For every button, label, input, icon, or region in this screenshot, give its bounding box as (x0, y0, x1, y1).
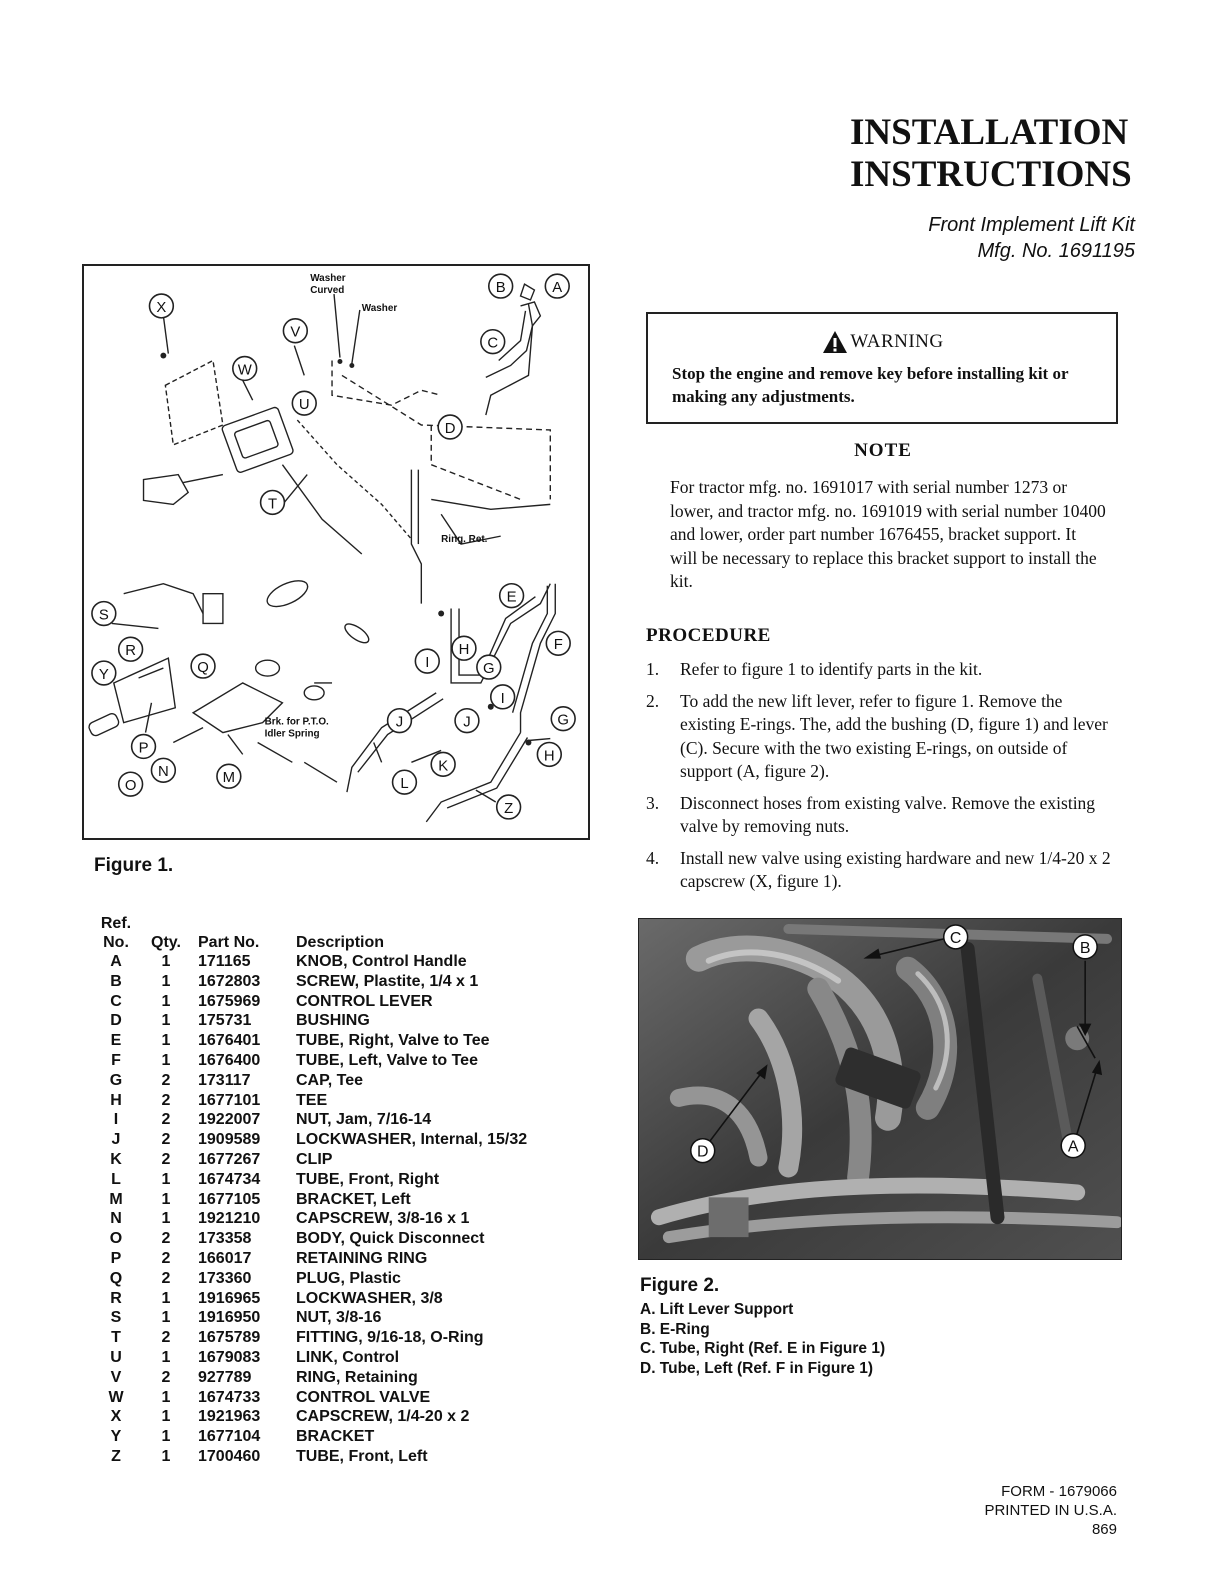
label-washer-curved-2: Curved (310, 285, 345, 297)
part-number-cell: 1674734 (198, 1170, 261, 1188)
ref-cell: D (110, 1012, 122, 1030)
legend-item: A. Lift Lever Support (640, 1301, 794, 1318)
parts-table (92, 912, 572, 1467)
description-cell: CAPSCREW, 3/8-16 x 1 (296, 1210, 470, 1228)
part-number-cell: 173360 (198, 1269, 252, 1287)
print-code: 869 (1091, 1521, 1117, 1538)
engine-photo (639, 919, 1121, 1259)
part-number-cell: 1922007 (198, 1111, 261, 1129)
svg-text:S: S (98, 607, 109, 624)
ref-cell: G (109, 1071, 123, 1089)
figure-2-caption: Figure 2. (640, 1275, 720, 1296)
table-row (92, 1229, 572, 1249)
callout-g-1 (477, 655, 501, 679)
svg-text:G: G (557, 712, 569, 729)
description-cell: CONTROL VALVE (296, 1388, 431, 1406)
part-number-cell: 1677267 (198, 1150, 261, 1168)
ref-cell: Z (111, 1447, 121, 1465)
lift-lever-shape (486, 302, 541, 415)
table-row (92, 1447, 572, 1467)
svg-text:B: B (1079, 939, 1091, 957)
callout-t (261, 490, 285, 514)
svg-text:J: J (463, 714, 471, 731)
ref-cell: Y (110, 1428, 122, 1446)
table-row (92, 1427, 572, 1447)
part-number-cell: 173358 (198, 1230, 252, 1248)
legend-item: B. E-Ring (640, 1320, 710, 1338)
table-row (92, 1011, 572, 1031)
description-cell: BRACKET (296, 1428, 375, 1446)
ref-cell: E (110, 1032, 122, 1050)
part-number-cell: 1909589 (198, 1131, 261, 1149)
photo-callout-c (944, 925, 968, 949)
knob-shape (521, 284, 535, 300)
header-description: Description (296, 934, 385, 951)
description-cell: CAPSCREW, 1/4-20 x 2 (296, 1408, 470, 1426)
svg-text:B: B (495, 280, 506, 297)
note-title: NOTE (854, 440, 912, 461)
part-number-cell: 1674733 (198, 1388, 261, 1406)
part-number-cell: 1921963 (198, 1408, 261, 1426)
step-text: Refer to figure 1 to identify parts in the kit. (680, 659, 983, 679)
callout-i-2 (491, 685, 515, 709)
ref-cell: Q (109, 1269, 123, 1287)
qty-cell: 2 (161, 1091, 171, 1109)
callout-m (217, 764, 241, 788)
callout-h-1 (452, 636, 476, 660)
document-subtitle (928, 212, 1135, 264)
label-washer-curved-1: Washer (310, 273, 346, 285)
part-number-cell: 1921210 (198, 1210, 261, 1228)
callout-w (233, 357, 257, 381)
svg-text:K: K (438, 758, 449, 775)
procedure-step (646, 658, 1122, 682)
exploded-parts-diagram (84, 266, 588, 838)
qty-cell: 1 (161, 953, 171, 970)
part-number-cell: 166017 (198, 1249, 252, 1267)
ref-cell: K (110, 1150, 122, 1168)
table-row (92, 1150, 572, 1170)
table-row (92, 1368, 572, 1388)
callout-n (151, 758, 175, 782)
ref-cell: I (113, 1111, 119, 1129)
figure-1-caption: Figure 1. (94, 855, 174, 876)
svg-text:Y: Y (98, 666, 109, 683)
description-cell: TUBE, Left, Valve to Tee (296, 1051, 478, 1069)
part-number-cell: 1677101 (198, 1091, 261, 1109)
ref-cell: H (110, 1091, 122, 1109)
callout-c (481, 330, 505, 354)
title-line-2: INSTRUCTIONS (850, 154, 1132, 195)
procedure-step (646, 792, 1122, 839)
step-text: Install new valve using existing hardware and new 1/4-20 x 2 capscrew (X, figure 1). (680, 847, 1111, 891)
qty-cell: 2 (161, 1111, 171, 1129)
qty-cell: 1 (161, 1428, 171, 1446)
qty-cell: 1 (161, 1012, 171, 1030)
svg-text:H: H (458, 642, 470, 659)
svg-text:A: A (552, 280, 563, 297)
header-ref: Ref. No. (100, 915, 132, 951)
qty-cell: 2 (161, 1249, 171, 1267)
ref-cell: O (109, 1230, 123, 1248)
svg-text:U: U (298, 397, 310, 414)
part-number-cell: 173117 (198, 1071, 251, 1089)
table-row (92, 952, 572, 972)
part-number-cell: 1677104 (198, 1428, 261, 1446)
qty-cell: 2 (161, 1230, 171, 1248)
header-qty: Qty. (151, 934, 181, 951)
part-number-cell: 1676401 (198, 1032, 261, 1050)
label-ring-ret: Ring. Ret. (441, 534, 488, 546)
description-cell: RING, Retaining (296, 1368, 418, 1386)
ref-cell: B (110, 972, 122, 990)
qty-cell: 1 (161, 1289, 171, 1307)
callout-k (431, 752, 455, 776)
step-text: To add the new lift lever, refer to figure 1. Remove the existing E-rings. The, add the bushing (D, figure 1) and lever (C). Secure with the two existing E-rings, on outside of support (A, figure 2). (680, 690, 1108, 781)
ref-cell: R (110, 1289, 122, 1307)
description-cell: NUT, Jam, 7/16-14 (296, 1111, 432, 1129)
svg-text:W: W (237, 362, 252, 379)
svg-text:I: I (500, 690, 505, 707)
part-number-cell: 1916950 (198, 1309, 261, 1327)
procedure-steps (646, 658, 1122, 902)
photo-callout-a (1061, 1134, 1085, 1158)
part-number-cell: 1677105 (198, 1190, 261, 1208)
table-row (92, 1209, 572, 1229)
tube-l-shape (347, 693, 436, 792)
callout-e (500, 584, 524, 608)
ref-cell: A (110, 953, 122, 970)
qty-cell: 1 (161, 1170, 171, 1188)
table-row (92, 1289, 572, 1309)
ref-cell: U (110, 1348, 122, 1366)
table-row (92, 1190, 572, 1210)
description-cell: KNOB, Control Handle (296, 953, 467, 970)
parts-table-header (92, 912, 572, 952)
mfg-number: Mfg. No. 1691195 (977, 240, 1135, 262)
table-row (92, 1388, 572, 1408)
qty-cell: 1 (161, 972, 171, 990)
ref-cell: F (111, 1051, 121, 1069)
table-row (92, 1130, 572, 1150)
description-cell: TUBE, Front, Right (296, 1170, 440, 1188)
ref-cell: W (108, 1388, 124, 1406)
step-text: Disconnect hoses from existing valve. Remove the existing valve by removing nuts. (680, 792, 1096, 836)
table-row (92, 1051, 572, 1071)
ref-cell: C (110, 992, 122, 1010)
qty-cell: 1 (161, 1408, 171, 1426)
figure-2-photo (638, 918, 1122, 1260)
warning-triangle-icon (822, 330, 848, 354)
description-cell: BODY, Quick Disconnect (296, 1230, 485, 1248)
callout-z (497, 795, 521, 819)
qty-cell: 2 (161, 1269, 171, 1287)
legend-item: D. Tube, Left (Ref. F in Figure 1) (640, 1359, 874, 1377)
qty-cell: 2 (161, 1071, 171, 1089)
part-number-cell: 1679083 (198, 1348, 261, 1366)
step-number: 4. (646, 847, 660, 868)
svg-text:I: I (425, 655, 430, 672)
title-line-1: INSTALLATION (850, 112, 1129, 153)
description-cell: LOCKWASHER, Internal, 15/32 (296, 1131, 528, 1149)
table-row (92, 1348, 572, 1368)
callout-s (92, 602, 116, 626)
callout-d (438, 415, 462, 439)
step-number: 1. (646, 659, 660, 679)
svg-text:D: D (444, 420, 456, 437)
label-bracket-pto-2: Idler Spring (264, 728, 320, 740)
description-cell: RETAINING RING (296, 1249, 428, 1267)
form-number: FORM - 1679066 (1001, 1483, 1117, 1500)
qty-cell: 2 (161, 1150, 171, 1168)
callout-q (191, 654, 215, 678)
description-cell: FITTING, 9/16-18, O-Ring (296, 1329, 484, 1347)
description-cell: LOCKWASHER, 3/8 (296, 1289, 443, 1307)
bracket-y-shape (114, 658, 176, 722)
qty-cell: 1 (161, 1309, 171, 1327)
table-row (92, 1407, 572, 1427)
callout-a (545, 274, 569, 298)
svg-text:R: R (125, 643, 137, 660)
header-part-no: Part No. (198, 934, 260, 951)
table-row (92, 1091, 572, 1111)
document-title (850, 112, 1170, 196)
ref-cell: T (111, 1329, 121, 1347)
svg-text:Q: Q (197, 660, 209, 677)
printed-in: PRINTED IN U.S.A. (984, 1502, 1117, 1519)
warning-title: WARNING (850, 331, 944, 352)
warning-box (646, 312, 1118, 424)
description-cell: TUBE, Front, Left (296, 1447, 428, 1465)
svg-text:X: X (156, 299, 167, 316)
photo-callout-b (1073, 935, 1097, 959)
qty-cell: 2 (161, 1131, 171, 1149)
table-row (92, 1031, 572, 1051)
callout-l (393, 770, 417, 794)
callout-u (292, 391, 316, 415)
legend-item: C. Tube, Right (Ref. E in Figure 1) (640, 1340, 886, 1357)
svg-text:V: V (290, 324, 301, 341)
table-row (92, 992, 572, 1012)
callout-f (546, 631, 570, 655)
callout-r (119, 637, 143, 661)
svg-text:N: N (157, 764, 169, 781)
procedure-step (646, 690, 1122, 784)
svg-text:E: E (506, 589, 517, 606)
svg-text:P: P (138, 740, 149, 757)
callout-b (489, 274, 513, 298)
table-row (92, 1110, 572, 1130)
description-cell: BUSHING (296, 1012, 370, 1030)
svg-text:Z: Z (504, 800, 514, 817)
callout-h-2 (537, 742, 561, 766)
quick-disconnect-shape (87, 712, 120, 737)
callout-j-1 (388, 709, 412, 733)
qty-cell: 2 (161, 1329, 171, 1347)
part-number-cell: 1672803 (198, 972, 261, 990)
table-row (92, 1170, 572, 1190)
part-number-cell: 175731 (198, 1012, 252, 1030)
callout-j-2 (455, 709, 479, 733)
qty-cell: 1 (161, 1388, 171, 1406)
table-row (92, 1269, 572, 1289)
table-row (92, 1308, 572, 1328)
callout-i-1 (415, 649, 439, 673)
photo-callout-d (691, 1139, 715, 1163)
note-text: For tractor mfg. no. 1691017 with serial number 1273 or lower, and tractor mfg. no. 1691019 with serial number 10400 and lower, order part number 1676455, bracket support. It will be necessary to replace this bracket support to install the kit. (670, 477, 1106, 591)
svg-text:C: C (949, 929, 962, 947)
part-number-cell: 1700460 (198, 1447, 261, 1465)
table-row (92, 1328, 572, 1348)
callout-o (119, 772, 143, 796)
kit-name: Front Implement Lift Kit (928, 214, 1135, 236)
part-number-cell: 171165 (198, 953, 251, 970)
svg-text:J: J (395, 714, 404, 731)
callout-g-2 (551, 707, 575, 731)
description-cell: BRACKET, Left (296, 1190, 411, 1208)
step-number: 2. (646, 690, 660, 711)
step-number: 3. (646, 792, 660, 813)
table-row (92, 1249, 572, 1269)
control-valve-shape (221, 406, 294, 473)
warning-text: Stop the engine and remove key before installing kit or making any adjustments. (672, 364, 1069, 406)
description-cell: TUBE, Right, Valve to Tee (296, 1032, 490, 1050)
table-row (92, 1071, 572, 1091)
description-cell: CLIP (296, 1150, 333, 1168)
part-number-cell: 1675789 (198, 1329, 261, 1347)
procedure-title: PROCEDURE (646, 625, 771, 646)
description-cell: NUT, 3/8-16 (296, 1309, 382, 1327)
svg-text:F: F (553, 637, 563, 654)
description-cell: CAP, Tee (296, 1071, 363, 1089)
ref-cell: N (110, 1210, 122, 1228)
svg-text:C: C (487, 335, 499, 352)
callout-x (149, 294, 173, 318)
qty-cell: 1 (161, 992, 171, 1010)
ref-cell: L (111, 1170, 121, 1188)
part-number-cell: 1676400 (198, 1051, 261, 1069)
callout-y (92, 661, 116, 685)
svg-text:M: M (222, 770, 236, 787)
form-footer (984, 1482, 1117, 1539)
svg-text:T: T (267, 496, 278, 513)
description-cell: LINK, Control (296, 1348, 400, 1366)
ref-cell: M (109, 1190, 123, 1208)
part-number-cell: 1916965 (198, 1289, 261, 1307)
warning-header (672, 330, 1094, 354)
svg-text:H: H (543, 748, 555, 765)
description-cell: PLUG, Plastic (296, 1269, 401, 1287)
qty-cell: 1 (161, 1032, 171, 1050)
svg-text:A: A (1067, 1138, 1079, 1156)
callout-p (132, 735, 156, 759)
part-number-cell: 1675969 (198, 992, 261, 1010)
ref-cell: P (110, 1249, 122, 1267)
qty-cell: 1 (161, 1447, 171, 1465)
callout-v (283, 319, 307, 343)
figure-2-legend (640, 1300, 885, 1378)
qty-cell: 1 (161, 1210, 171, 1228)
svg-text:L: L (400, 776, 409, 793)
description-cell: SCREW, Plastite, 1/4 x 1 (296, 972, 479, 990)
label-washer: Washer (361, 302, 398, 314)
ref-cell: S (110, 1309, 122, 1327)
description-cell: TEE (296, 1091, 328, 1109)
table-row (92, 972, 572, 992)
qty-cell: 1 (161, 1190, 171, 1208)
procedure-step (646, 847, 1122, 894)
ref-cell: V (110, 1368, 122, 1386)
qty-cell: 1 (161, 1051, 171, 1069)
svg-text:O: O (124, 778, 137, 795)
qty-cell: 2 (161, 1368, 171, 1386)
svg-text:D: D (696, 1143, 709, 1161)
part-number-cell: 927789 (198, 1368, 252, 1386)
ref-cell: J (111, 1131, 121, 1149)
ref-cell: X (110, 1408, 122, 1426)
parts-table-body (92, 952, 572, 1467)
figure-1-diagram (82, 264, 590, 840)
label-bracket-pto-1: Brk. for P.T.O. (264, 716, 329, 728)
description-cell: CONTROL LEVER (296, 992, 433, 1010)
qty-cell: 1 (161, 1348, 171, 1366)
svg-text:G: G (482, 661, 495, 678)
